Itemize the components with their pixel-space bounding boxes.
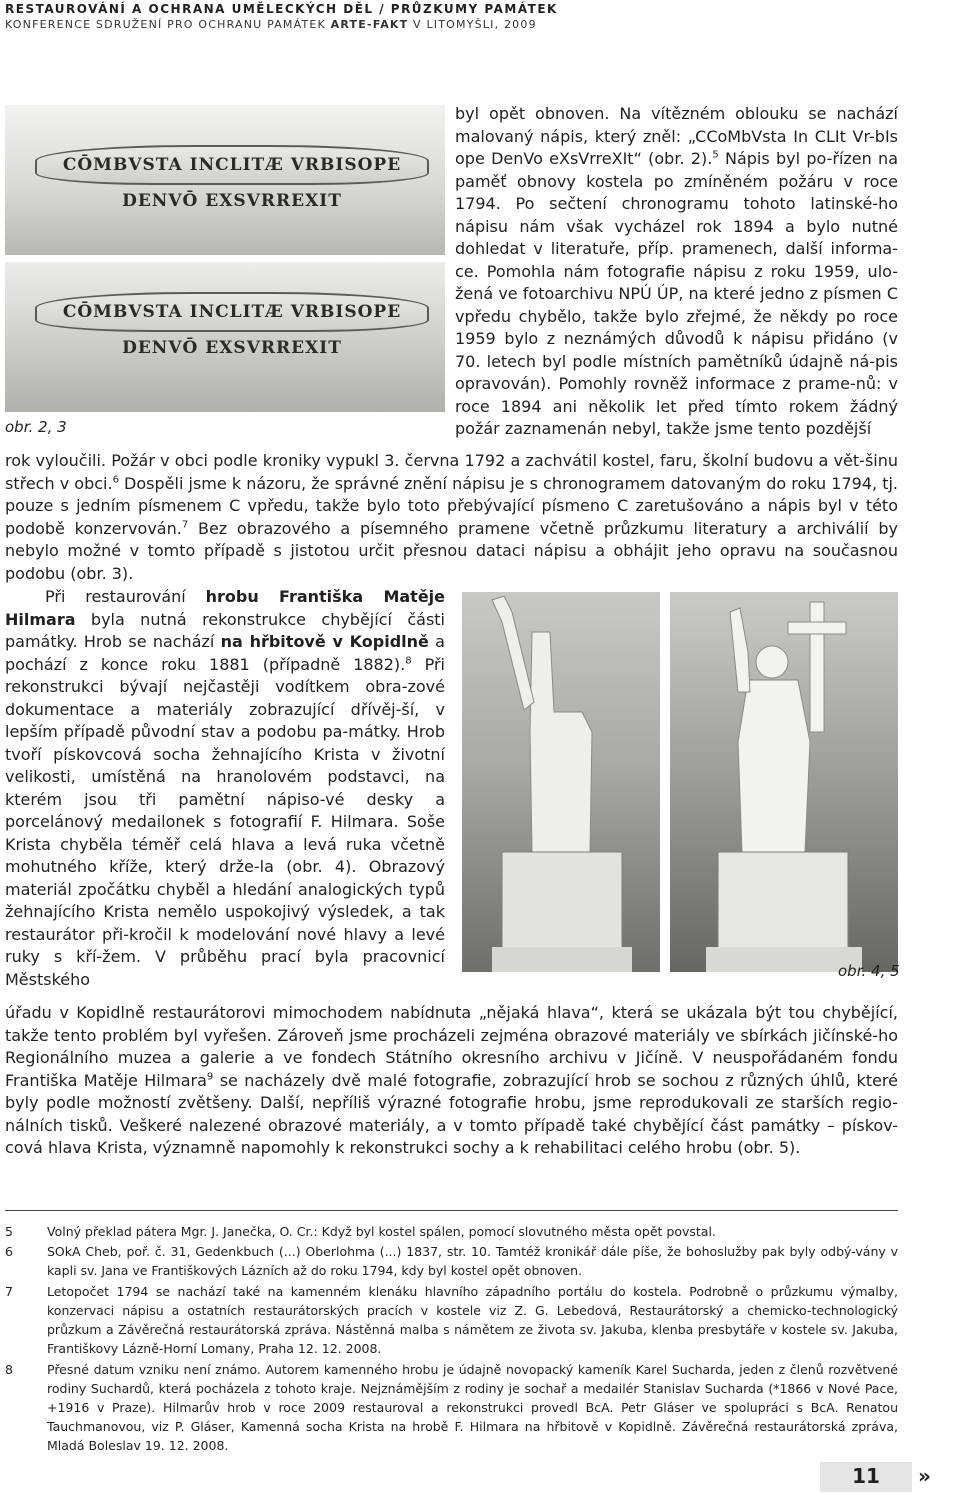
footnote-ref-7: 7 — [181, 519, 189, 531]
footnote-ref-6: 6 — [112, 474, 119, 486]
statue-photo-before — [462, 592, 660, 972]
next-page-marker: » — [918, 1464, 931, 1488]
footnote-6: 6 SOkA Cheb, poř. č. 31, Gedenkbuch (...) Oberlohma (...) 1837, str. 10. Tamtéž kronikář dále píše, že bohoslužby pak byly odbý-vány v kapli sv. Jana ve Františkových Lázních až do roku 1794, kdy byl kostel opět obnoven. — [5, 1244, 898, 1278]
left-column-text: Při restaurování hrobu Františka Matěje Hilmara byla nutná rekonstrukce chybějící části památky. Hrob se nachází na hřbitově v Kopidlně a pochází z konce roku 1881 (případně 1882).$^8$ Při rekonstrukci bývají nejčastěji vodítkem obra-zové dokumentace a materiály zobrazující dřívěj-ší, v lepším případě původní stav a podobu pa-mátky. Hrob tvoří pískovcová socha žehnajícího Krista v životní velikosti, umístěná na hranolovém podstavci, na kterém jsou tři pamětní nápiso-vé desky a porcelánový medailonek s fotografií F. Hilmara. Soše Krista chyběla téměř celá hlava a levá ruka včetně mohutného kříže, který drže-la (obr. 4). Obrazový materiál zpočátku chyběl a hledání analogických typů žehnajícího Krista nemělo uspokojivý výsledek, a tak restaurátor při-kročil k modelování nové hlavy a levé ruky s kří-žem. V průběhu prací byla pracovnicí Městského — [5, 587, 446, 989]
footnote-ref-9: 9 — [206, 1071, 214, 1083]
body-paragraph-2: úřadu v Kopidlně restaurátorovi mimochodem nabídnuta „nějaká hlava“, která se ukázala být tou chybějící, takže tento problém byl vyřešen. Zároveň jsme procházeli zejména obrazové materiály ve sbírkách jičínské-ho Regionálního muzea a galerie a ve fondech Státního okresního archivu v Jičíně. V neuspořádaném fondu Františka Matěje Hilmara$^9$ se nacházely dvě malé fotografie, zobrazující hrob se sochou z různých úhlů, které byly podle možností zvětšeny. Další, nepříliš výrazné fotografie hrobu, jsme reprodukovali ze starších regio-nálních tisků. Veškeré nalezené obrazové materiály, a v tomto případě také chybějící část památky – pískov-cová hlava Krista, významně napomohly k rekonstrukci sochy a k rehabilitaci celého hrobu (obr. 5). — [5, 1003, 899, 1157]
footnote-ref-8: 8 — [405, 655, 412, 667]
footnote-5: 5 Volný překlad pátera Mgr. J. Janečka, O. Cr.: Když byl kostel spálen, pomocí slovutného města opět povstal. — [5, 1224, 716, 1239]
footnote-ref-5: 5 — [712, 149, 719, 161]
inscription-photo-top — [5, 105, 445, 255]
footnote-8: 8 Přesné datum vzniku není známo. Autorem kamenného hrobu je údajně novopacký kameník Karel Suchardа, jeden z členů rozvětvené rodiny Suchardů, která pocházela z tohoto kraje. Nejznámějším z rodiny je sochař a medailér Stanislav Sucharda (*1866 v Nové Pace, +1916 v Praze). Hilmarův hrob v roce 2009 restauroval a rekonstrukci provedl BcA. Petr Gláser ve spolupráci s BcA. Renatou Tauchmanovou, viz P. Gláser, Kamenná socha Krista na hrobě F. Hilmara na hřbitově v Kopidlně. Závěrečná restaurátorská zpráva, Mladá Boleslav 19. 12. 2008. — [5, 1362, 898, 1453]
running-header-conference: KONFERENCE SDRUŽENÍ PRO OCHRANU PAMÁTEK ARTE-FAKT V LITOMYŠLI, 2009 — [5, 18, 537, 31]
statue-photo-after — [670, 592, 898, 972]
statue-restored-figure — [670, 592, 898, 972]
footnote-7: 7 Letopočet 1794 se nachází také na kamenném klenáku hlavního západního portálu do kostela. Podrobně o průzkumu výmalby, konzervaci nápisu a ostatních restaurátorských pracích v kostele viz Z. G. Lebedová, Restaurátorský a chemicko-technologický průzkum a Závěrečná restaurátorská zpráva. Nástěnná malba s námětem ze života sv. Jakuba, klenba presbytáře v kostele sv. Jakuba, Františkovy Lázně-Horní Lomany, Praha 12. 12. 2008. — [5, 1284, 898, 1356]
figure-caption-2-3: obr. 2, 3 — [5, 418, 67, 436]
running-header-title: RESTAUROVÁNÍ A OCHRANA UMĚLECKÝCH DĚL / PRŮZKUMY PAMÁTEK — [5, 2, 558, 16]
right-column-text: byl opět obnoven. Na vítězném oblouku se nachází malovaný nápis, který zněl: „CCoMbVsta In CLIt Vr-bIs ope DenVo eXsVrreXIt“ (obr. 2).$^5$ Nápis byl po-řízen na paměť obnovy kostela po zmíněném požáru v roce 1794. Po sečtení chronogramu tohoto latinské-ho nápisu nám však vycházel rok 1894 a bylo nutné dohledat v literatuře, příp. pramenech, další informa-ce. Pomohla nám fotografie nápisu z roku 1959, ulo-žená ve fotoarchivu NPÚ ÚP, na které jedno z písmen C vpředu chybělo, takže bylo zřejmé, že někdy po roce 1959 bylo z neznámých důvodů k nápisu přidáno (v 70. letech byl podle místních pamětníků údajně ná-pis opravován). Pomohly rovněž informace z prame-nů: v roce 1894 ani několik let před tímto rokem žádný požár zaznamenán nebyl, takže jsme tento pozdější — [455, 104, 898, 438]
inscription-photo-bottom — [5, 262, 445, 412]
inscription-band-bottom: CŌMBVSTA INCLITÆ VRBISOPE DENVŌ EXSVRREXIT — [35, 292, 429, 332]
figure-caption-4-5: obr. 4, 5 — [838, 962, 900, 980]
footnote-divider — [5, 1210, 898, 1211]
statue-without-head-figure — [462, 592, 660, 972]
inscription-band-top: CŌMBVSTA INCLITÆ VRBISOPE DENVŌ EXSVRREXIT — [35, 145, 429, 185]
body-paragraph-1: rok vyloučili. Požár v obci podle kroniky vypukl 3. června 1792 a zachvátil kostel, faru, školní budovu a vět-šinu střech v obci.$^6$ Dospěli jsme k názoru, že správné znění nápisu je s chronogramem datovaným do roku 1794, tj. pouze s jedním písmenem C vpředu, takže bylo toto přebývající písmeno C zaretušováno a nápis byl v této podobě konzervován.$^7$ Bez obrazového a písemného pramene včetně průzkumu literatury a archiválií by nebylo možné v tomto případě s jistotou určit přesnou dataci nápisu a obhájit jeho opravu na současnou podobu (obr. 3). — [5, 451, 898, 583]
page-number: 11 — [852, 1464, 880, 1488]
